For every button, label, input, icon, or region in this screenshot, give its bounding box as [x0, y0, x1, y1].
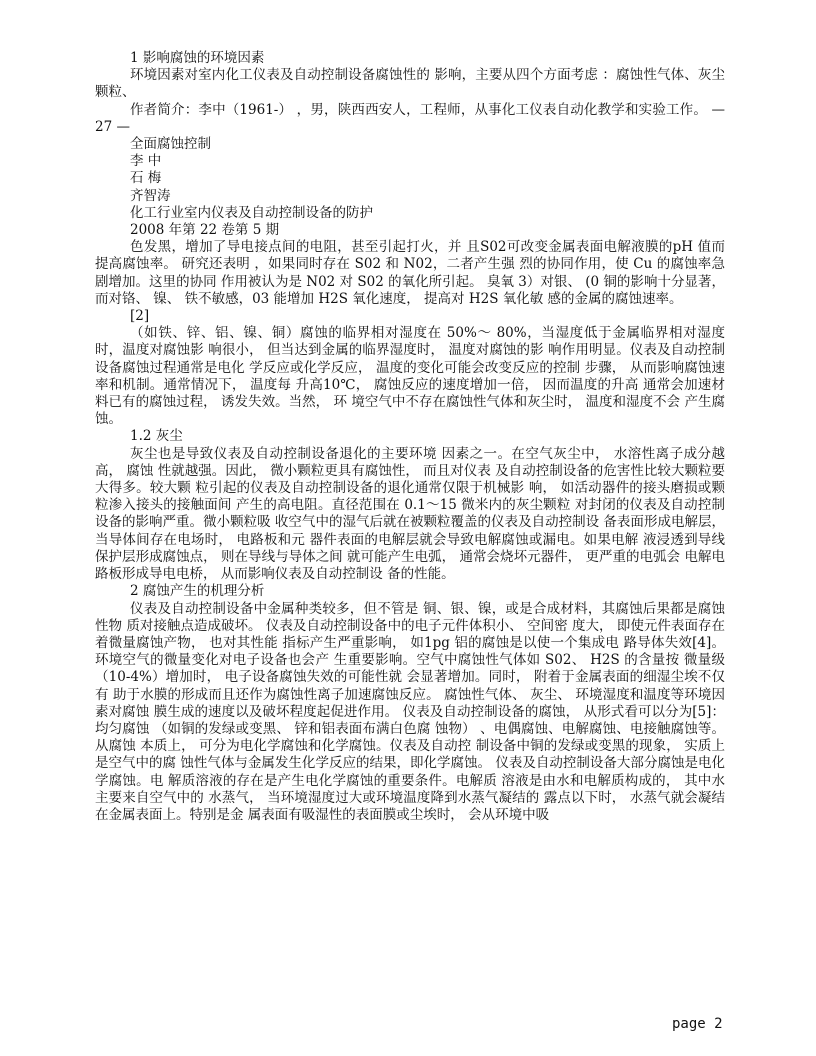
text-paragraph: 石 梅 — [130, 170, 162, 187]
text-paragraph: 2008 年第 22 卷第 5 期 — [130, 222, 280, 239]
text-paragraph: 1.2 灰尘 — [130, 428, 183, 445]
document-body — [95, 50, 725, 824]
text-paragraph: 齐智涛 — [130, 187, 171, 204]
page-number: page 2 — [672, 1016, 723, 1032]
text-paragraph: 作者简介：李中（1961-） ，男，陕西西安人，工程师，从事化工仪表自动化教学和实验工作。 — 27 — — [95, 101, 725, 135]
text-paragraph: 2 腐蚀产生的机理分析 — [130, 583, 265, 600]
text-paragraph: 全面腐蚀控制 — [130, 136, 211, 153]
text-paragraph: 环境因素对室内化工仪表及自动控制设备腐蚀性的 影响，主要从四个方面考虑 ：腐蚀性气体、灰尘颗粒、 — [95, 67, 725, 101]
text-paragraph: 灰尘也是导致仪表及自动控制设备退化的主要环境 因素之一。在空气灰尘中， 水溶性离子成分越高， 腐蚀 性就越强。因此， 微小颗粒更具有腐蚀性， 而且对仪表 及自动控制设备的危害性比较大颗粒要大得多。较大颗 粒引起的仪表及自动控制设备的退化通常仅限于机械影 响， 如活动器件的接头磨损或颗粒渗入接头的接触面间 产生的高电阻。直径范围在 0.1～15 微米内的灰尘颗粒 对封闭的仪表及自动控制设备的影响严重。微小颗粒吸 收空气中的湿气后就在被颗粒覆盖的仪表及自动控制设 备表面形成电解层， 当导体间存在电场时， 电路板和元 器件表面的电解层就会导致电解腐蚀或漏电。如果电解 液浸透到导线保护层形成腐蚀点， 则在导线与导体之间 就可能产生电弧， 通常会烧坏元器件， 更严重的电弧会 电解电路板形成导电电桥， 从而影响仪表及自动控制设 备的性能。 — [95, 445, 725, 583]
text-paragraph: 仪表及自动控制设备中金属种类较多，但不管是 铜、银、镍，或是合成材料，其腐蚀后果都是腐蚀性物 质对接触点造成破坏。 仪表及自动控制设备中的电子元件体积小、 空间密 度大， 即使元件表面存在着微量腐蚀产物， 也对其性能 指标产生严重影响， 如1pg 铝的腐蚀是以使一个集成电 路导体失效[4]。环境空气的微量变化对电子设备也会产 生重要影响。空气中腐蚀性气体如 S02、 H2S 的含量按 微量级（10-4%）增加时， 电子设备腐蚀失效的可能性就 会显著增加。同时， 附着于金属表面的细湿尘埃不仅有 助于水膜的形成而且还作为腐蚀性离子加速腐蚀反应。 腐蚀性气体、 灰尘、 环境湿度和温度等环境因素对腐蚀 膜生成的速度以及破坏程度起促进作用。 仪表及自动控制设备的腐蚀， 从形式看可以分为[5]： 均匀腐蚀 （如铜的发绿或变黑、 锌和铝表面布满白色腐 蚀物） 、电偶腐蚀、电解腐蚀、电接触腐蚀等。从腐蚀 本质上， 可分为电化学腐蚀和化学腐蚀。仪表及自动控 制设备中铜的发绿或变黑的现象， 实质上是空气中的腐 蚀性气体与金属发生化学反应的结果，即化学腐蚀。 仪表及自动控制设备大部分腐蚀是电化学腐蚀。电 解质溶液的存在是产生电化学腐蚀的重要条件。电解质 溶液是由水和电解质构成的， 其中水主要来自空气中的 水蒸气， 当环境湿度过大或环境温度降到水蒸气凝结的 露点以下时， 水蒸气就会凝结在金属表面上。特别是金 属表面有吸湿性的表面膜或尘埃时， 会从环境中吸 — [95, 600, 725, 823]
text-paragraph: 化工行业室内仪表及自动控制设备的防护 — [130, 204, 373, 221]
text-paragraph: 李 中 — [130, 153, 162, 170]
text-paragraph: 色发黑，增加了导电接点间的电阻，甚至引起打火，并 且S02可改变金属表面电解液膜的pH 值而提高腐蚀率。 研究还表明 ，如果同时存在 S02 和 N02，二者产生强 烈的协同作用，使 Cu 的腐蚀率急剧增加。这里的协同 作用被认为是 N02 对 S02 的氧化所引起。 臭氧 3）对银、 (0 铜的影响十分显著， 而对铬、 镍、 铁不敏感，03 能增加 H2S 氧化速度， 提高对 H2S 氧化敏 感的金属的腐蚀速率。 — [95, 239, 725, 307]
text-paragraph: 1 影响腐蚀的环境因素 — [130, 50, 265, 66]
text-paragraph: （如铁、锌、铝、镍、铜）腐蚀的临界相对湿度在 50%～ 80%，当湿度低于金属临界相对湿度时，温度对腐蚀影 响很小， 但当达到金属的临界湿度时， 温度对腐蚀的影 响作用明显。仪表及自动控制设备腐蚀过程通常是电化 学反应或化学反应， 温度的变化可能会改变反应的控制 步骤， 从而影响腐蚀速率和机制。通常情况下， 温度每 升高10℃， 腐蚀反应的速度增加一倍， 因而温度的升高 通常会加速材料已有的腐蚀过程， 诱发失效。当然， 环 境空气中不存在腐蚀性气体和灰尘时， 温度和湿度不会 产生腐蚀。 — [95, 325, 725, 428]
text-paragraph: [2] — [130, 308, 150, 325]
